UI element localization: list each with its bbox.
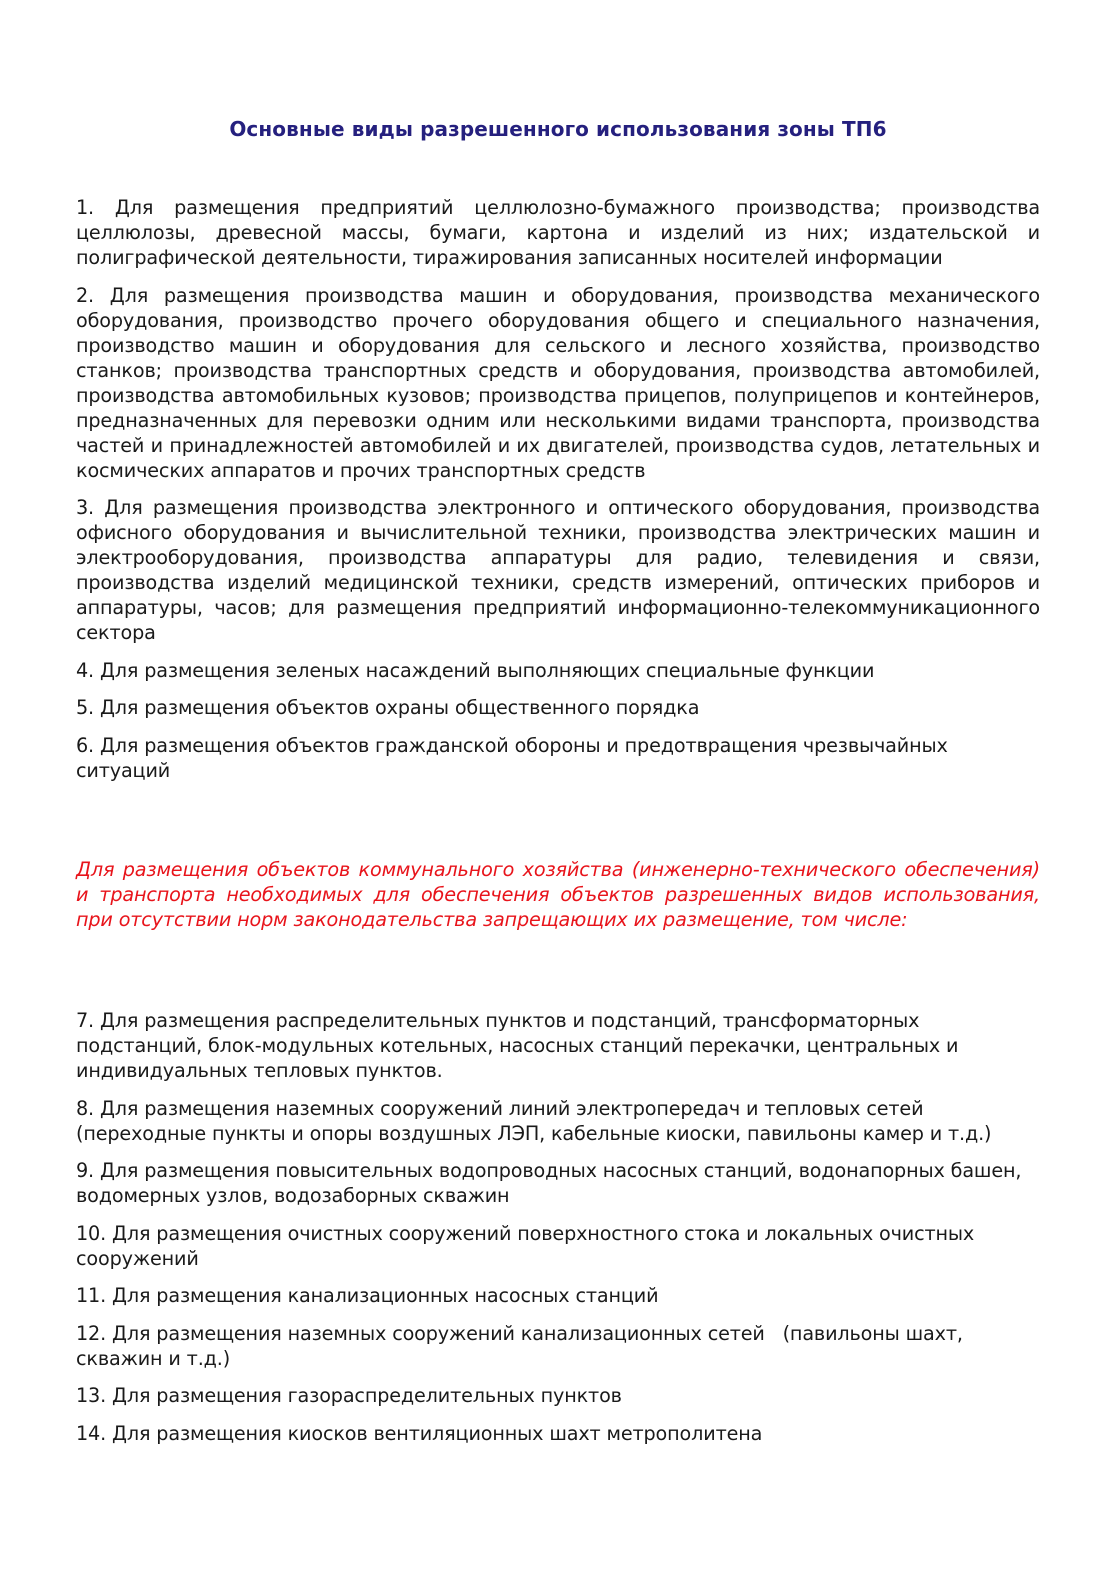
list-item: 12. Для размещения наземных сооружений канализационных сетей (павильоны шахт, скважин и т.д.) [76,1321,969,1370]
list-item: 8. Для размещения наземных сооружений линий электропередач и тепловых сетей (переходные пункты и опоры воздушных ЛЭП, кабельные киоски, павильоны камер и т.д.) [76,1096,992,1145]
utility-uses-list [76,1008,1040,1458]
list-item: 4. Для размещения зеленых насаждений выполняющих специальные функции [76,658,875,682]
list-item: 11. Для размещения канализационных насосных станций [76,1284,659,1307]
list-item: 6. Для размещения объектов гражданской обороны и предотвращения чрезвычайных ситуаций [76,733,948,782]
list-item: 10. Для размещения очистных сооружений поверхностного стока и локальных очистных сооружений [76,1221,975,1270]
utility-note: Для размещения объектов коммунального хозяйства (инженерно-технического обеспечения) и транспорта необходимых для обеспечения объектов разрешенных видов использования, при отсутствии норм законодательства запрещающих их размещение, том числе: [76,858,1040,931]
list-item: 14. Для размещения киосков вентиляционных шахт метрополитена [76,1421,763,1445]
list-item: 9. Для размещения повысительных водопроводных насосных станций, водонапорных башен, водомерных узлов, водозаборных скважин [76,1159,1022,1207]
list-item: 13. Для размещения газораспределительных пунктов [76,1384,622,1407]
list-item: 5. Для размещения объектов охраны общественного порядка [76,696,700,719]
document-title: Основные виды разрешенного использования зоны ТП6 [229,117,887,141]
utility-note-section [76,857,1040,932]
list-item: 7. Для размещения распределительных пунктов и подстанций, трансформаторных подстанций, блок-модульных котельных, насосных станций перекачки, центральных и индивидуальных тепловых пунктов. [76,1009,959,1082]
list-item: 1. Для размещения предприятий целлюлозно-бумажного производства; производства целлюлозы, древесной массы, бумаги, картона и изделий из них; издательской и полиграфической деятельности, тиражирования записанных носителей информации [76,196,1040,269]
main-uses-list [76,195,1040,795]
list-item: 3. Для размещения производства электронного и оптического оборудования, производства офисного оборудования и вычислительной техники, производства электрических машин и электрооборудования, производства аппаратуры для радио, телевидения и связи, производства изделий медицинской техники, средств измерений, оптических приборов и аппаратуры, часов; для размещения предприятий информационно-телекоммуникационного сектора [76,496,1040,644]
list-item: 2. Для размещения производства машин и оборудования, производства механического оборудования, производство прочего оборудования общего и специального назначения, производство машин и оборудования для сельского и лесного хозяйства, производство станков; производства транспортных средств и оборудования, производства автомобилей, производства автомобильных кузовов; производства прицепов, полуприцепов и контейнеров, предназначенных для перевозки одним или несколькими видами транспорта, производства частей и принадлежностей автомобилей и их двигателей, производства судов, летательных и космических аппаратов и прочих транспортных средств [76,283,1040,482]
